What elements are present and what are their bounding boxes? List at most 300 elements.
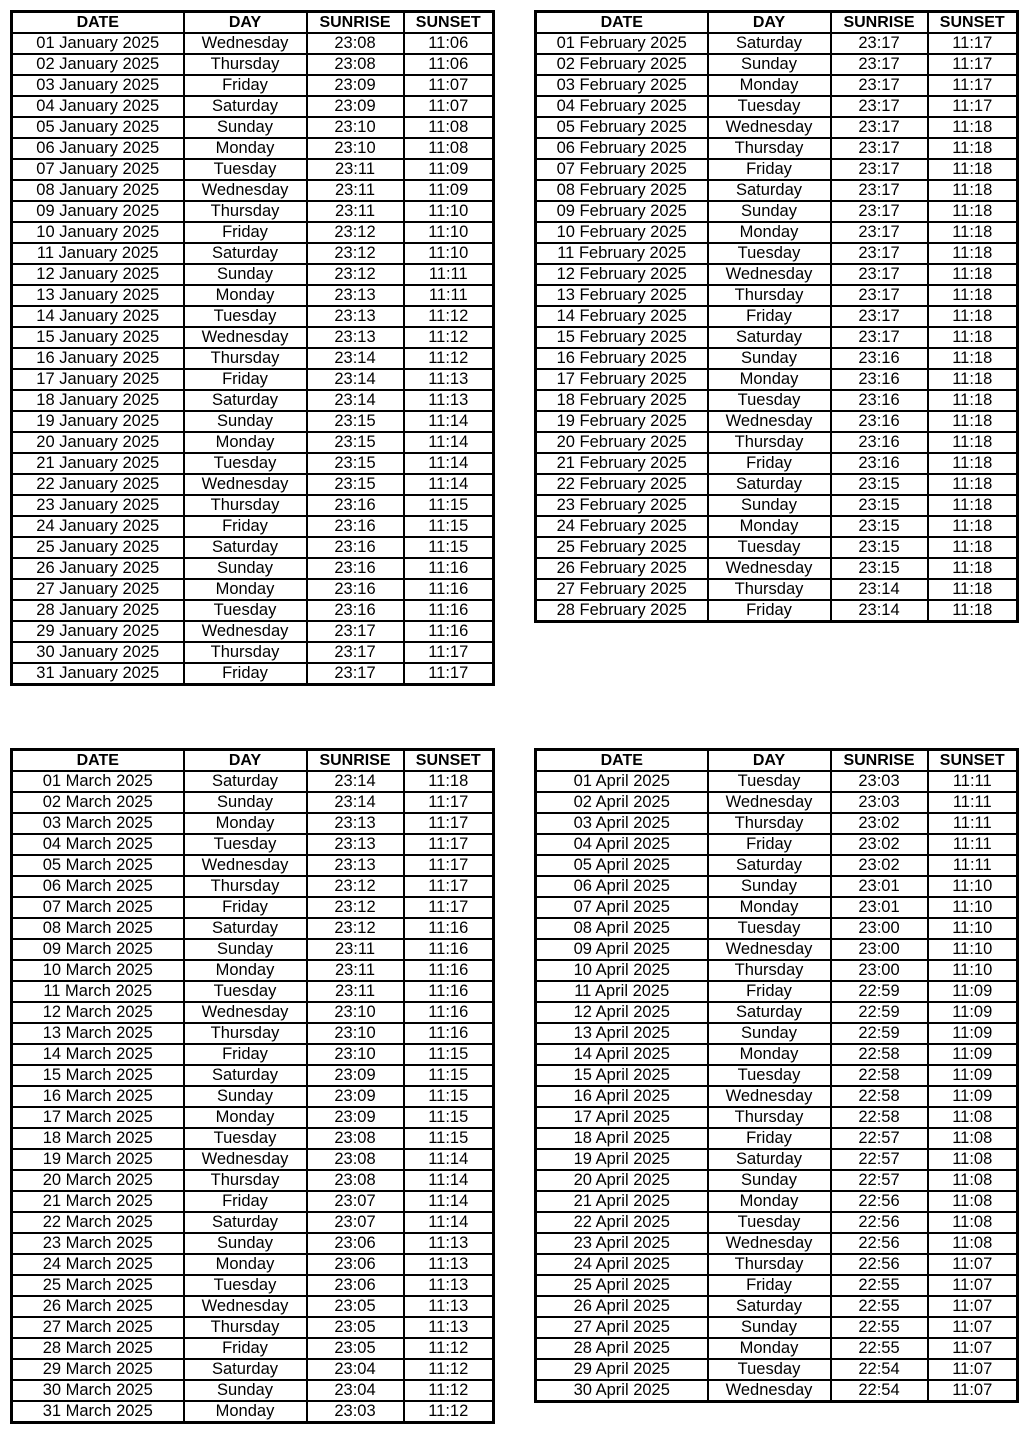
date-cell: 04 March 2025 (12, 834, 184, 855)
sunset-cell: 11:13 (404, 390, 494, 411)
sunset-cell: 11:10 (404, 243, 494, 264)
date-cell: 27 February 2025 (536, 579, 708, 600)
sunrise-cell: 23:12 (307, 918, 404, 939)
sunrise-cell: 23:16 (307, 537, 404, 558)
day-cell: Monday (708, 1044, 831, 1065)
day-cell: Thursday (708, 960, 831, 981)
sunset-cell: 11:18 (928, 558, 1018, 579)
sunset-cell: 11:12 (404, 1359, 494, 1380)
date-cell: 28 February 2025 (536, 600, 708, 622)
sunrise-cell: 22:57 (831, 1170, 928, 1191)
date-cell: 06 March 2025 (12, 876, 184, 897)
sunrise-cell: 23:06 (307, 1275, 404, 1296)
table-row (536, 264, 1018, 285)
table-row (536, 600, 1018, 622)
day-cell: Friday (708, 1275, 831, 1296)
day-header: DAY (708, 12, 831, 34)
date-cell: 09 March 2025 (12, 939, 184, 960)
sunset-cell: 11:17 (404, 792, 494, 813)
sunrise-cell: 22:55 (831, 1338, 928, 1359)
date-cell: 26 April 2025 (536, 1296, 708, 1317)
sunset-cell: 11:07 (404, 75, 494, 96)
day-cell: Sunday (184, 1086, 307, 1107)
sunrise-cell: 23:08 (307, 54, 404, 75)
day-cell: Monday (184, 960, 307, 981)
table-row (536, 369, 1018, 390)
date-cell: 10 February 2025 (536, 222, 708, 243)
sunset-cell: 11:07 (928, 1359, 1018, 1380)
sunrise-cell: 23:17 (831, 243, 928, 264)
sunset-cell: 11:18 (928, 306, 1018, 327)
date-cell: 20 January 2025 (12, 432, 184, 453)
table-row (536, 1149, 1018, 1170)
date-cell: 24 April 2025 (536, 1254, 708, 1275)
day-cell: Thursday (184, 348, 307, 369)
day-cell: Wednesday (708, 411, 831, 432)
sunset-cell: 11:13 (404, 1317, 494, 1338)
table-row (536, 1338, 1018, 1359)
table-row (12, 939, 494, 960)
table-row (12, 897, 494, 918)
sunset-cell: 11:09 (928, 1044, 1018, 1065)
sunrise-cell: 22:58 (831, 1044, 928, 1065)
sunset-header: SUNSET (928, 750, 1018, 772)
sunset-cell: 11:08 (404, 117, 494, 138)
sunrise-cell: 23:17 (831, 75, 928, 96)
date-cell: 04 April 2025 (536, 834, 708, 855)
sunrise-cell: 23:15 (831, 495, 928, 516)
table-row (12, 243, 494, 264)
date-cell: 20 March 2025 (12, 1170, 184, 1191)
table-row (12, 600, 494, 621)
table-row (536, 1212, 1018, 1233)
sunrise-cell: 23:12 (307, 897, 404, 918)
date-cell: 19 January 2025 (12, 411, 184, 432)
sunrise-cell: 23:17 (831, 159, 928, 180)
date-cell: 20 April 2025 (536, 1170, 708, 1191)
table-row (12, 1359, 494, 1380)
sunset-cell: 11:07 (928, 1296, 1018, 1317)
day-cell: Monday (184, 1107, 307, 1128)
day-cell: Monday (708, 1338, 831, 1359)
sunset-cell: 11:18 (928, 222, 1018, 243)
day-cell: Tuesday (708, 537, 831, 558)
date-cell: 02 March 2025 (12, 792, 184, 813)
sunset-cell: 11:18 (928, 285, 1018, 306)
table-row (536, 201, 1018, 222)
day-cell: Friday (184, 1338, 307, 1359)
table-row (536, 1128, 1018, 1149)
sunset-cell: 11:17 (404, 813, 494, 834)
sunset-cell: 11:16 (404, 918, 494, 939)
date-cell: 03 March 2025 (12, 813, 184, 834)
day-cell: Wednesday (184, 180, 307, 201)
date-cell: 14 February 2025 (536, 306, 708, 327)
table-row (536, 1065, 1018, 1086)
table-row (12, 558, 494, 579)
table-row (12, 264, 494, 285)
date-cell: 16 January 2025 (12, 348, 184, 369)
date-header: DATE (536, 750, 708, 772)
day-cell: Sunday (708, 1170, 831, 1191)
table-row (12, 138, 494, 159)
day-cell: Thursday (184, 54, 307, 75)
day-cell: Monday (184, 579, 307, 600)
day-cell: Sunday (708, 876, 831, 897)
sunset-cell: 11:14 (404, 1170, 494, 1191)
sunset-cell: 11:10 (404, 201, 494, 222)
table-row (12, 96, 494, 117)
sunrise-cell: 23:17 (831, 117, 928, 138)
date-cell: 23 February 2025 (536, 495, 708, 516)
table-row (12, 285, 494, 306)
day-cell: Sunday (708, 201, 831, 222)
date-cell: 16 April 2025 (536, 1086, 708, 1107)
table-row (536, 1254, 1018, 1275)
date-cell: 24 February 2025 (536, 516, 708, 537)
sunrise-cell: 23:10 (307, 1002, 404, 1023)
table-row (536, 285, 1018, 306)
date-cell: 09 February 2025 (536, 201, 708, 222)
sunrise-cell: 23:08 (307, 1128, 404, 1149)
day-cell: Saturday (184, 537, 307, 558)
table-row (12, 1149, 494, 1170)
sunset-cell: 11:11 (928, 834, 1018, 855)
date-cell: 01 April 2025 (536, 771, 708, 792)
table-row (536, 180, 1018, 201)
day-cell: Thursday (184, 495, 307, 516)
table-row (536, 537, 1018, 558)
date-cell: 25 February 2025 (536, 537, 708, 558)
sunset-cell: 11:09 (928, 1023, 1018, 1044)
table-row (12, 369, 494, 390)
sunset-cell: 11:17 (404, 642, 494, 663)
table-row (536, 981, 1018, 1002)
sunset-cell: 11:16 (404, 600, 494, 621)
sunset-cell: 11:15 (404, 1086, 494, 1107)
table-row (536, 348, 1018, 369)
sunrise-cell: 23:16 (831, 411, 928, 432)
day-cell: Tuesday (708, 243, 831, 264)
date-cell: 16 February 2025 (536, 348, 708, 369)
sunrise-cell: 23:17 (831, 54, 928, 75)
table-row (12, 54, 494, 75)
sunset-cell: 11:15 (404, 1044, 494, 1065)
sunrise-cell: 23:10 (307, 117, 404, 138)
date-cell: 08 March 2025 (12, 918, 184, 939)
date-cell: 18 March 2025 (12, 1128, 184, 1149)
table-row (536, 1086, 1018, 1107)
sunset-cell: 11:13 (404, 369, 494, 390)
sunset-cell: 11:18 (928, 495, 1018, 516)
sunrise-header: SUNRISE (307, 12, 404, 34)
sunset-cell: 11:10 (928, 918, 1018, 939)
sunset-cell: 11:13 (404, 1296, 494, 1317)
sunset-cell: 11:08 (928, 1107, 1018, 1128)
sunrise-cell: 23:16 (831, 390, 928, 411)
date-cell: 29 April 2025 (536, 1359, 708, 1380)
table-row (536, 918, 1018, 939)
day-cell: Wednesday (184, 474, 307, 495)
date-cell: 02 January 2025 (12, 54, 184, 75)
sunrise-cell: 22:59 (831, 981, 928, 1002)
day-cell: Wednesday (708, 264, 831, 285)
sunset-cell: 11:14 (404, 474, 494, 495)
sunset-cell: 11:08 (928, 1233, 1018, 1254)
sunrise-header: SUNRISE (831, 750, 928, 772)
date-cell: 05 January 2025 (12, 117, 184, 138)
sunset-cell: 11:07 (928, 1254, 1018, 1275)
date-cell: 15 March 2025 (12, 1065, 184, 1086)
date-cell: 26 March 2025 (12, 1296, 184, 1317)
day-cell: Tuesday (708, 96, 831, 117)
day-cell: Saturday (184, 1212, 307, 1233)
date-cell: 14 March 2025 (12, 1044, 184, 1065)
sunrise-cell: 22:58 (831, 1086, 928, 1107)
day-cell: Friday (184, 369, 307, 390)
day-cell: Thursday (184, 642, 307, 663)
sunset-cell: 11:18 (928, 117, 1018, 138)
date-cell: 04 January 2025 (12, 96, 184, 117)
sunrise-cell: 23:13 (307, 306, 404, 327)
sunrise-cell: 23:03 (831, 792, 928, 813)
sunrise-cell: 23:14 (831, 579, 928, 600)
sunrise-cell: 23:04 (307, 1380, 404, 1401)
sunset-cell: 11:07 (928, 1317, 1018, 1338)
day-cell: Wednesday (708, 1086, 831, 1107)
table-row (536, 54, 1018, 75)
day-cell: Sunday (708, 348, 831, 369)
day-cell: Saturday (708, 1149, 831, 1170)
day-cell: Monday (708, 516, 831, 537)
march-table (10, 748, 495, 1424)
sunset-cell: 11:06 (404, 54, 494, 75)
sunset-cell: 11:14 (404, 453, 494, 474)
day-cell: Tuesday (184, 1275, 307, 1296)
date-cell: 19 February 2025 (536, 411, 708, 432)
day-cell: Sunday (184, 1233, 307, 1254)
table-row (12, 516, 494, 537)
sunset-cell: 11:08 (928, 1212, 1018, 1233)
day-cell: Saturday (184, 390, 307, 411)
table-row (536, 1359, 1018, 1380)
sunset-cell: 11:15 (404, 1065, 494, 1086)
day-cell: Friday (184, 897, 307, 918)
date-cell: 03 April 2025 (536, 813, 708, 834)
table-row (12, 663, 494, 685)
date-cell: 05 March 2025 (12, 855, 184, 876)
date-cell: 19 April 2025 (536, 1149, 708, 1170)
sunrise-cell: 22:57 (831, 1128, 928, 1149)
sunrise-cell: 22:56 (831, 1191, 928, 1212)
sunrise-cell: 23:16 (831, 348, 928, 369)
date-cell: 18 April 2025 (536, 1128, 708, 1149)
sunset-cell: 11:10 (928, 897, 1018, 918)
sunrise-cell: 23:16 (307, 516, 404, 537)
sunset-cell: 11:16 (404, 981, 494, 1002)
sunset-cell: 11:17 (404, 855, 494, 876)
date-cell: 07 March 2025 (12, 897, 184, 918)
day-cell: Thursday (184, 876, 307, 897)
sunset-cell: 11:18 (928, 600, 1018, 622)
day-cell: Thursday (184, 1317, 307, 1338)
day-cell: Sunday (708, 1023, 831, 1044)
sunrise-cell: 23:17 (307, 621, 404, 642)
sunrise-cell: 23:10 (307, 138, 404, 159)
day-cell: Wednesday (184, 855, 307, 876)
date-cell: 08 January 2025 (12, 180, 184, 201)
table-row (12, 327, 494, 348)
table-row (12, 432, 494, 453)
date-cell: 25 April 2025 (536, 1275, 708, 1296)
table-row (536, 792, 1018, 813)
sunset-cell: 11:11 (404, 264, 494, 285)
table-row (12, 537, 494, 558)
date-cell: 11 March 2025 (12, 981, 184, 1002)
sunrise-cell: 23:13 (307, 834, 404, 855)
sunset-cell: 11:18 (928, 474, 1018, 495)
sunrise-cell: 23:10 (307, 1023, 404, 1044)
sunrise-cell: 23:14 (307, 771, 404, 792)
sunrise-cell: 23:16 (307, 600, 404, 621)
date-cell: 03 January 2025 (12, 75, 184, 96)
sunrise-cell: 23:09 (307, 1065, 404, 1086)
date-cell: 27 April 2025 (536, 1317, 708, 1338)
sunrise-cell: 23:17 (831, 201, 928, 222)
day-cell: Monday (184, 432, 307, 453)
date-cell: 25 January 2025 (12, 537, 184, 558)
day-cell: Thursday (708, 432, 831, 453)
day-cell: Wednesday (184, 1002, 307, 1023)
sunset-cell: 11:12 (404, 327, 494, 348)
sunrise-cell: 22:56 (831, 1233, 928, 1254)
date-cell: 14 January 2025 (12, 306, 184, 327)
date-cell: 06 January 2025 (12, 138, 184, 159)
sunrise-cell: 23:17 (831, 138, 928, 159)
day-cell: Saturday (184, 771, 307, 792)
table-row (536, 1191, 1018, 1212)
day-cell: Saturday (708, 855, 831, 876)
sunrise-cell: 22:59 (831, 1002, 928, 1023)
sunrise-cell: 23:14 (831, 600, 928, 622)
table-row (12, 1296, 494, 1317)
table-row (536, 897, 1018, 918)
day-cell: Tuesday (708, 1065, 831, 1086)
sunrise-cell: 23:01 (831, 876, 928, 897)
table-row (12, 855, 494, 876)
day-cell: Tuesday (184, 600, 307, 621)
day-cell: Sunday (708, 1317, 831, 1338)
sunrise-cell: 22:56 (831, 1254, 928, 1275)
sunrise-cell: 23:12 (307, 222, 404, 243)
day-cell: Sunday (184, 792, 307, 813)
table-row (536, 243, 1018, 264)
table-row (536, 516, 1018, 537)
date-cell: 27 January 2025 (12, 579, 184, 600)
date-cell: 15 April 2025 (536, 1065, 708, 1086)
table-row (12, 1317, 494, 1338)
day-cell: Friday (708, 981, 831, 1002)
date-cell: 11 April 2025 (536, 981, 708, 1002)
sunrise-cell: 23:15 (307, 411, 404, 432)
table-row (536, 558, 1018, 579)
sunset-cell: 11:09 (928, 1065, 1018, 1086)
sunset-cell: 11:18 (928, 537, 1018, 558)
sunrise-cell: 22:54 (831, 1380, 928, 1402)
sunset-cell: 11:12 (404, 306, 494, 327)
sunrise-cell: 22:55 (831, 1317, 928, 1338)
sunset-cell: 11:18 (928, 579, 1018, 600)
day-cell: Tuesday (708, 1359, 831, 1380)
sunset-cell: 11:10 (404, 222, 494, 243)
date-cell: 15 January 2025 (12, 327, 184, 348)
date-cell: 02 February 2025 (536, 54, 708, 75)
day-cell: Tuesday (184, 453, 307, 474)
sunrise-cell: 23:16 (831, 369, 928, 390)
date-cell: 10 January 2025 (12, 222, 184, 243)
day-cell: Saturday (184, 918, 307, 939)
sunrise-cell: 23:08 (307, 33, 404, 54)
sunset-cell: 11:08 (928, 1170, 1018, 1191)
day-cell: Saturday (184, 243, 307, 264)
date-cell: 31 March 2025 (12, 1401, 184, 1423)
table-row (536, 855, 1018, 876)
sunrise-cell: 23:15 (831, 537, 928, 558)
day-cell: Wednesday (708, 792, 831, 813)
day-cell: Friday (708, 834, 831, 855)
sunset-cell: 11:18 (928, 516, 1018, 537)
table-row (536, 411, 1018, 432)
sunset-cell: 11:16 (404, 1023, 494, 1044)
sunrise-cell: 23:15 (831, 516, 928, 537)
sunrise-header: SUNRISE (307, 750, 404, 772)
sunrise-cell: 23:11 (307, 960, 404, 981)
day-cell: Thursday (708, 813, 831, 834)
sunset-cell: 11:14 (404, 1212, 494, 1233)
sunset-cell: 11:10 (928, 960, 1018, 981)
date-cell: 08 February 2025 (536, 180, 708, 201)
header-row (12, 750, 494, 772)
date-cell: 08 April 2025 (536, 918, 708, 939)
table-row (12, 117, 494, 138)
date-cell: 22 February 2025 (536, 474, 708, 495)
sunset-cell: 11:16 (404, 939, 494, 960)
day-cell: Wednesday (708, 1380, 831, 1402)
day-cell: Sunday (184, 939, 307, 960)
table-row (536, 327, 1018, 348)
header-row (12, 12, 494, 34)
day-cell: Friday (708, 600, 831, 622)
day-cell: Sunday (708, 495, 831, 516)
sunrise-cell: 23:02 (831, 855, 928, 876)
date-cell: 19 March 2025 (12, 1149, 184, 1170)
sunset-cell: 11:18 (928, 201, 1018, 222)
table-row (12, 792, 494, 813)
sunset-cell: 11:12 (404, 1338, 494, 1359)
sunset-cell: 11:11 (928, 792, 1018, 813)
sunset-cell: 11:07 (928, 1275, 1018, 1296)
sunrise-cell: 23:17 (831, 222, 928, 243)
date-cell: 07 April 2025 (536, 897, 708, 918)
date-cell: 05 April 2025 (536, 855, 708, 876)
sunset-cell: 11:16 (404, 960, 494, 981)
sunset-cell: 11:18 (928, 348, 1018, 369)
sunset-header: SUNSET (404, 12, 494, 34)
sunrise-cell: 23:17 (307, 642, 404, 663)
day-cell: Monday (184, 1254, 307, 1275)
table-row (12, 1170, 494, 1191)
sunrise-cell: 23:12 (307, 243, 404, 264)
